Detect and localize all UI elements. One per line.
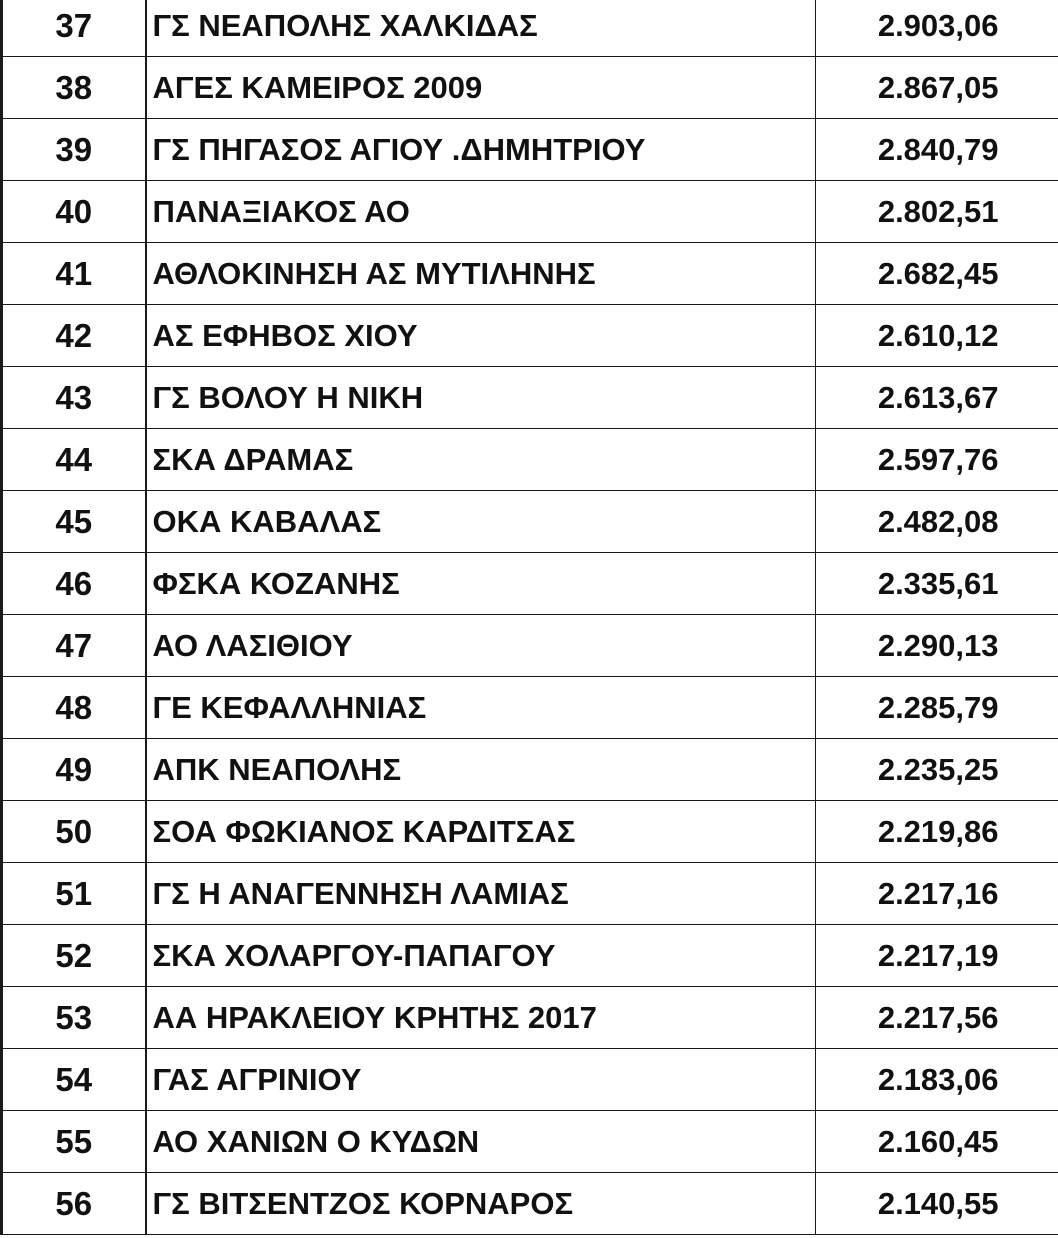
amount-cell: 2.867,05 <box>816 57 1058 119</box>
amount-cell: 2.335,61 <box>816 553 1058 615</box>
table-row <box>2 0 1058 57</box>
club-name-cell: ΓΕ ΚΕΦΑΛΛΗΝΙΑΣ <box>146 677 816 739</box>
amount-cell: 2.597,76 <box>816 429 1058 491</box>
club-name-cell: ΓΣ ΒΙΤΣΕΝΤΖΟΣ ΚΟΡΝΑΡΟΣ <box>146 1173 816 1235</box>
rank-cell: 39 <box>2 119 146 181</box>
club-name-cell: ΑΣ ΕΦΗΒΟΣ ΧΙΟΥ <box>146 305 816 367</box>
table-row <box>2 1049 1058 1111</box>
amount-cell: 2.160,45 <box>816 1111 1058 1173</box>
club-name-cell: ΑΠΚ ΝΕΑΠΟΛΗΣ <box>146 739 816 801</box>
rank-cell: 55 <box>2 1111 146 1173</box>
table-row <box>2 987 1058 1049</box>
table-row <box>2 181 1058 243</box>
amount-cell: 2.217,56 <box>816 987 1058 1049</box>
amount-cell: 2.183,06 <box>816 1049 1058 1111</box>
rank-cell: 46 <box>2 553 146 615</box>
table-row <box>2 739 1058 801</box>
amount-cell: 2.235,25 <box>816 739 1058 801</box>
rank-cell: 38 <box>2 57 146 119</box>
amount-cell: 2.802,51 <box>816 181 1058 243</box>
club-name-cell: ΟΚΑ ΚΑΒΑΛΑΣ <box>146 491 816 553</box>
club-name-cell: ΣΚΑ ΧΟΛΑΡΓΟΥ-ΠΑΠΑΓΟΥ <box>146 925 816 987</box>
amount-cell: 2.682,45 <box>816 243 1058 305</box>
amount-cell: 2.217,16 <box>816 863 1058 925</box>
club-name-cell: ΓΣ Η ΑΝΑΓΕΝΝΗΣΗ ΛΑΜΙΑΣ <box>146 863 816 925</box>
rank-cell: 45 <box>2 491 146 553</box>
club-name-cell: ΓΣ ΝΕΑΠΟΛΗΣ ΧΑΛΚΙΔΑΣ <box>146 0 816 57</box>
club-name-cell: ΑΟ ΛΑΣΙΘΙΟΥ <box>146 615 816 677</box>
table-row <box>2 553 1058 615</box>
rank-cell: 42 <box>2 305 146 367</box>
table-row <box>2 925 1058 987</box>
table-row <box>2 119 1058 181</box>
rank-cell: 52 <box>2 925 146 987</box>
rank-cell: 54 <box>2 1049 146 1111</box>
table-row <box>2 491 1058 553</box>
club-name-cell: ΑΘΛΟΚΙΝΗΣΗ ΑΣ ΜΥΤΙΛΗΝΗΣ <box>146 243 816 305</box>
amount-cell: 2.613,67 <box>816 367 1058 429</box>
rank-cell: 37 <box>2 0 146 57</box>
amount-cell: 2.482,08 <box>816 491 1058 553</box>
rank-cell: 43 <box>2 367 146 429</box>
club-name-cell: ΓΣ ΒΟΛΟΥ Η ΝΙΚΗ <box>146 367 816 429</box>
rank-cell: 50 <box>2 801 146 863</box>
amount-cell: 2.290,13 <box>816 615 1058 677</box>
amount-cell: 2.219,86 <box>816 801 1058 863</box>
club-name-cell: ΣΟΑ ΦΩΚΙΑΝΟΣ ΚΑΡΔΙΤΣΑΣ <box>146 801 816 863</box>
table-row <box>2 801 1058 863</box>
rank-cell: 48 <box>2 677 146 739</box>
club-name-cell: ΦΣΚΑ ΚΟΖΑΝΗΣ <box>146 553 816 615</box>
table-row <box>2 429 1058 491</box>
rank-cell: 56 <box>2 1173 146 1235</box>
club-name-cell: ΓΣ ΠΗΓΑΣΟΣ ΑΓΙΟΥ .ΔΗΜΗΤΡΙΟΥ <box>146 119 816 181</box>
amount-cell: 2.140,55 <box>816 1173 1058 1235</box>
amount-cell: 2.840,79 <box>816 119 1058 181</box>
rank-cell: 41 <box>2 243 146 305</box>
rank-cell: 40 <box>2 181 146 243</box>
club-name-cell: ΑΑ ΗΡΑΚΛΕΙΟΥ ΚΡΗΤΗΣ 2017 <box>146 987 816 1049</box>
club-name-cell: ΣΚΑ ΔΡΑΜΑΣ <box>146 429 816 491</box>
table-row <box>2 1173 1058 1235</box>
table-row <box>2 615 1058 677</box>
table-row <box>2 1111 1058 1173</box>
amount-cell: 2.217,19 <box>816 925 1058 987</box>
amount-cell: 2.610,12 <box>816 305 1058 367</box>
club-name-cell: ΑΓΕΣ ΚΑΜΕΙΡΟΣ 2009 <box>146 57 816 119</box>
table-row <box>2 863 1058 925</box>
rank-cell: 51 <box>2 863 146 925</box>
amount-cell: 2.903,06 <box>816 0 1058 57</box>
table-row <box>2 243 1058 305</box>
rank-cell: 44 <box>2 429 146 491</box>
amount-cell: 2.285,79 <box>816 677 1058 739</box>
table-row <box>2 305 1058 367</box>
rank-cell: 49 <box>2 739 146 801</box>
club-name-cell: ΑΟ ΧΑΝΙΩΝ Ο ΚΥΔΩΝ <box>146 1111 816 1173</box>
rank-cell: 47 <box>2 615 146 677</box>
club-name-cell: ΠΑΝΑΞΙΑΚΟΣ ΑΟ <box>146 181 816 243</box>
table-row <box>2 57 1058 119</box>
table-row <box>2 367 1058 429</box>
table-row <box>2 677 1058 739</box>
rank-cell: 53 <box>2 987 146 1049</box>
club-name-cell: ΓΑΣ ΑΓΡΙΝΙΟΥ <box>146 1049 816 1111</box>
